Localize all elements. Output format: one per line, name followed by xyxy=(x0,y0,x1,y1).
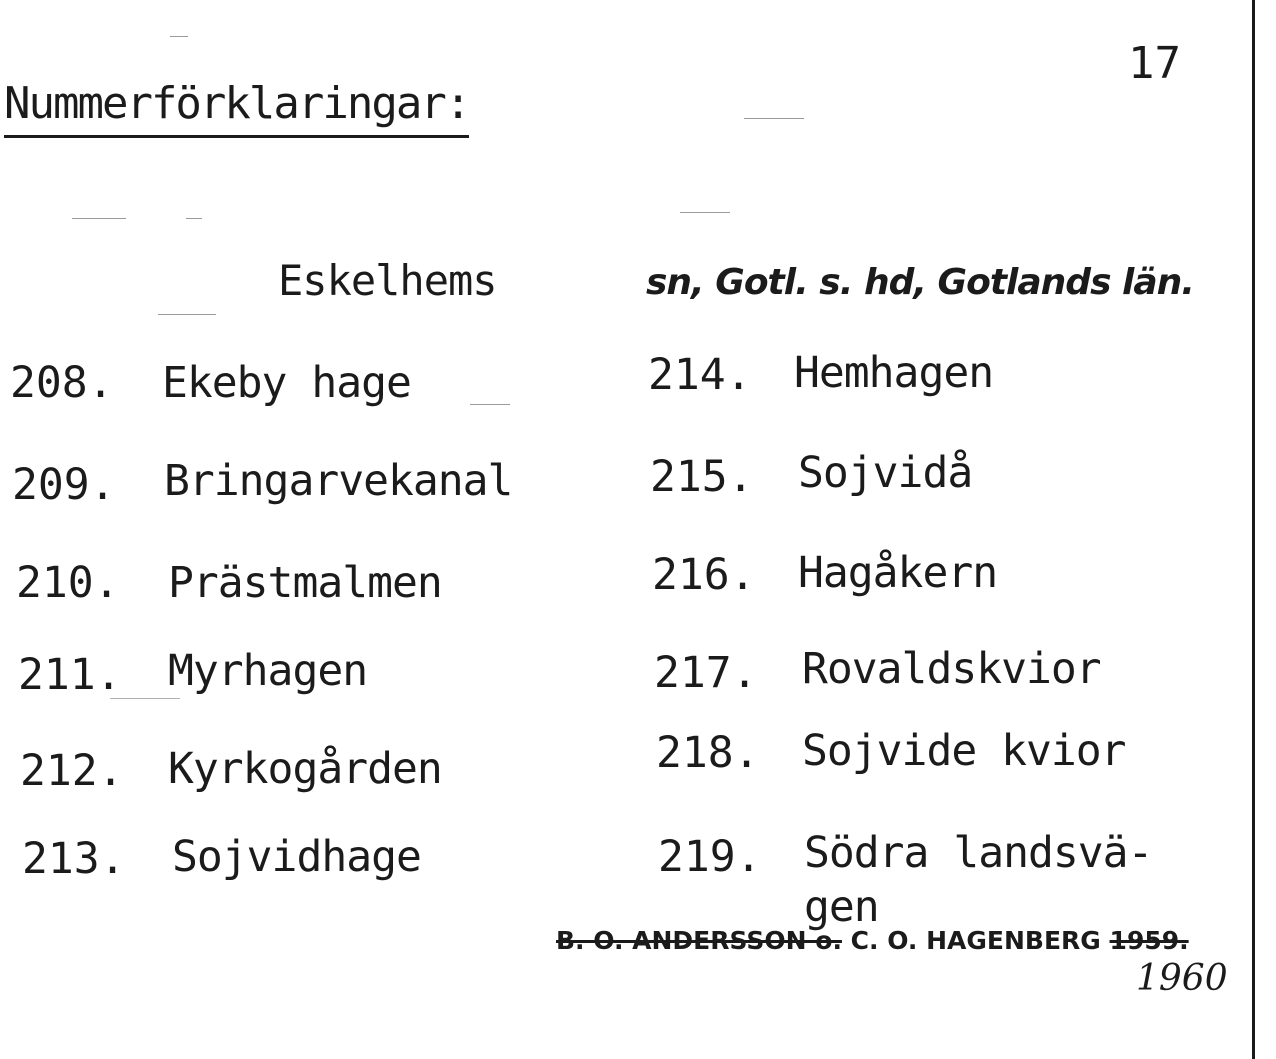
handwritten-year: 1960 xyxy=(1136,958,1228,999)
scan-speck xyxy=(170,36,188,37)
entry-name: Södra landsvä- xyxy=(804,828,1153,878)
parish-name: Eskelhems xyxy=(278,256,497,305)
entry-number: 210. xyxy=(16,558,120,608)
entry-number: 213. xyxy=(22,834,126,884)
entry-name: Prästmalmen xyxy=(168,558,442,608)
page-number: 17 xyxy=(1128,38,1181,89)
scan-speck xyxy=(744,118,804,119)
struck-author: B. O. ANDERSSON o. xyxy=(556,926,842,955)
entry-name: Ekeby hage xyxy=(162,358,411,408)
scan-speck xyxy=(470,404,510,405)
entry-name-continuation: gen xyxy=(804,882,879,932)
page-heading: Nummerförklaringar: xyxy=(4,78,469,138)
entry-number: 211. xyxy=(18,650,122,700)
parish-district-stamp: sn, Gotl. s. hd, Gotlands län. xyxy=(646,262,1194,303)
author-name: C. O. HAGENBERG xyxy=(850,926,1101,955)
scan-speck xyxy=(72,218,126,219)
entry-number: 208. xyxy=(10,358,114,408)
entry-number: 218. xyxy=(656,728,760,778)
scan-speck xyxy=(186,218,202,219)
entry-name: Hagåkern xyxy=(798,548,998,598)
entry-number: 217. xyxy=(654,648,758,698)
entry-number: 215. xyxy=(650,452,754,502)
entry-name: Sojvide kvior xyxy=(802,726,1126,776)
struck-year: 1959. xyxy=(1109,926,1189,955)
scan-speck xyxy=(680,212,730,213)
entry-name: Myrhagen xyxy=(168,646,368,696)
entry-number: 219. xyxy=(658,832,762,882)
entry-name: Hemhagen xyxy=(794,348,994,398)
entry-name: Bringarvekanal xyxy=(164,456,513,506)
entry-number: 214. xyxy=(648,350,752,400)
entry-name: Sojvidhage xyxy=(172,832,421,882)
entry-number: 212. xyxy=(20,746,124,796)
author-stamp xyxy=(556,926,1189,955)
entry-name: Kyrkogården xyxy=(168,744,442,794)
entry-name: Sojvidå xyxy=(798,448,973,498)
scan-speck xyxy=(158,314,216,315)
card-edge-line xyxy=(1252,0,1255,1059)
entry-name: Rovaldskvior xyxy=(802,644,1101,694)
entry-number: 209. xyxy=(12,460,116,510)
entry-number: 216. xyxy=(652,550,756,600)
